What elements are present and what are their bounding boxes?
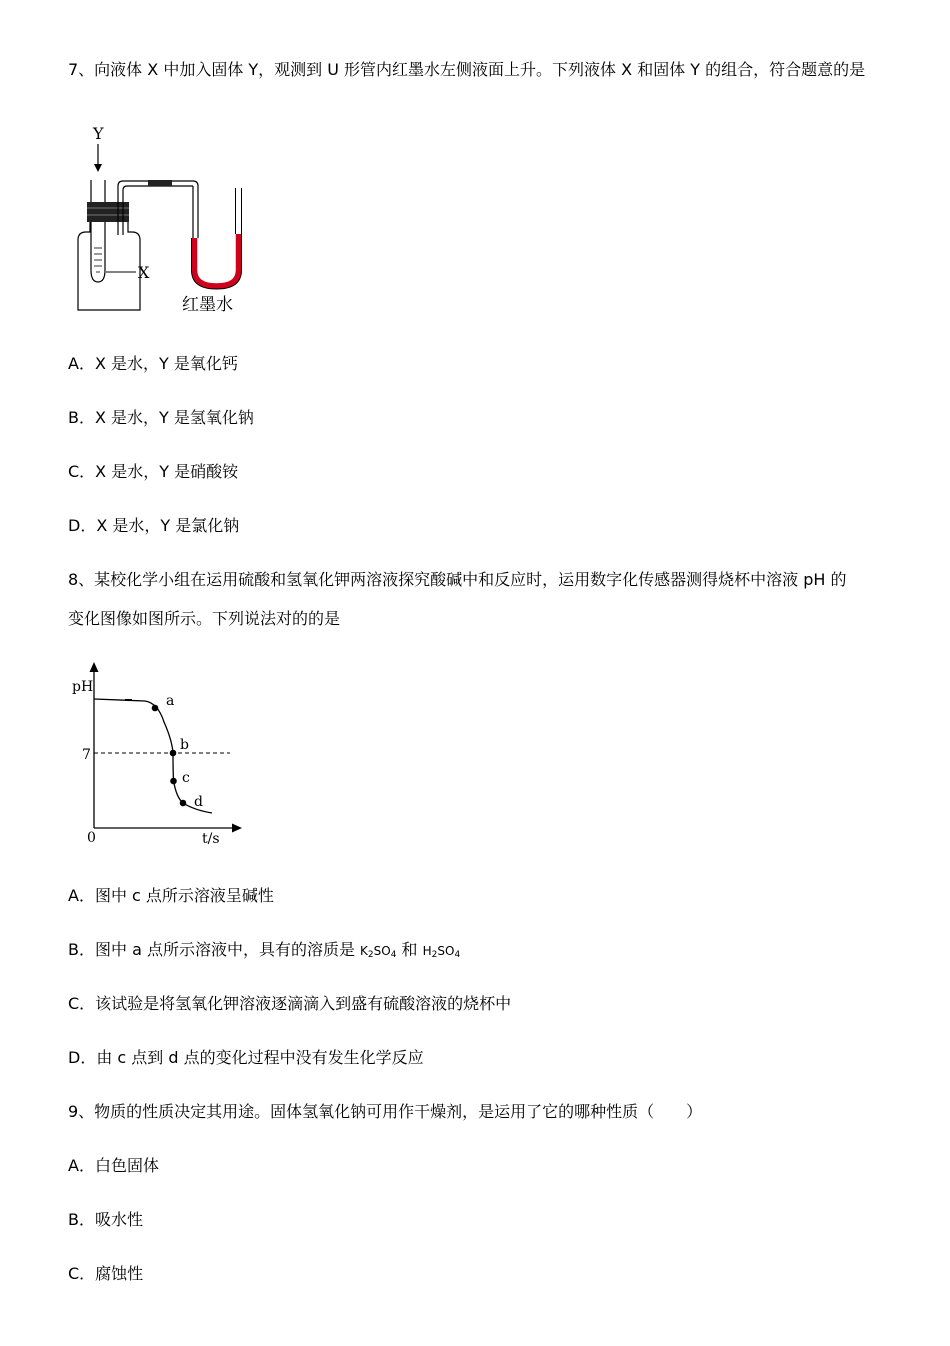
q8-ph-curve-figure xyxy=(70,660,250,850)
label-point-c: c xyxy=(182,770,190,786)
q7-option-c: C．X 是水，Y 是硝酸铵 xyxy=(68,462,239,481)
tick-label-7: 7 xyxy=(82,747,91,763)
q9-stem: 9、物质的性质决定其用途。固体氢氧化钠可用作干燥剂，是运用了它的哪种性质（ ） xyxy=(68,1102,703,1121)
caption-red-ink: 红墨水 xyxy=(182,295,233,315)
point-d xyxy=(180,800,187,807)
q8-stem-line1: 8、某校化学小组在运用硫酸和氢氧化钾两溶液探究酸碱中和反应时，运用数字化传感器测得烧杯中溶液 pH 的 xyxy=(68,570,847,589)
q8-option-a: A．图中 c 点所示溶液呈碱性 xyxy=(68,886,274,905)
q7-stem: 7、向液体 X 中加入固体 Y，观测到 U 形管内红墨水左侧液面上升。下列液体 X 和固体 Y 的组合，符合题意的是 xyxy=(68,60,866,79)
point-c xyxy=(170,778,177,785)
q7-apparatus-figure xyxy=(70,120,260,320)
q7-option-d: D．X 是水，Y 是氯化钠 xyxy=(68,516,240,535)
q9-option-b: B．吸水性 xyxy=(68,1210,143,1229)
red-ink-u-tube xyxy=(195,234,239,286)
q7-option-a: A．X 是水，Y 是氧化钙 xyxy=(68,354,238,373)
point-b xyxy=(170,750,177,757)
label-point-d: d xyxy=(194,794,203,810)
label-x: X xyxy=(138,263,150,282)
q8-option-c: C．该试验是将氢氧化钾溶液逐滴滴入到盛有硫酸溶液的烧杯中 xyxy=(68,994,512,1013)
axis-label-ph: pH xyxy=(72,679,94,695)
q8-option-b: B．图中 a 点所示溶液中，具有的溶质是 $K_2SO_4$ 和 $H_2SO_4$ xyxy=(68,940,461,960)
q9-option-a: A．白色固体 xyxy=(68,1156,159,1175)
q7-option-b: B．X 是水，Y 是氢氧化钠 xyxy=(68,408,254,427)
origin-label: 0 xyxy=(87,830,96,846)
point-a xyxy=(152,705,159,712)
label-point-a: a xyxy=(166,693,175,709)
label-y: Y xyxy=(93,124,104,143)
label-point-b: b xyxy=(180,737,189,753)
axis-label-ts: t/s xyxy=(202,831,220,847)
q9-option-c: C．腐蚀性 xyxy=(68,1264,144,1283)
q8-option-d: D．由 c 点到 d 点的变化过程中没有发生化学反应 xyxy=(68,1048,424,1067)
q8-stem-line2: 变化图像如图所示。下列说法对的的是 xyxy=(68,609,341,628)
